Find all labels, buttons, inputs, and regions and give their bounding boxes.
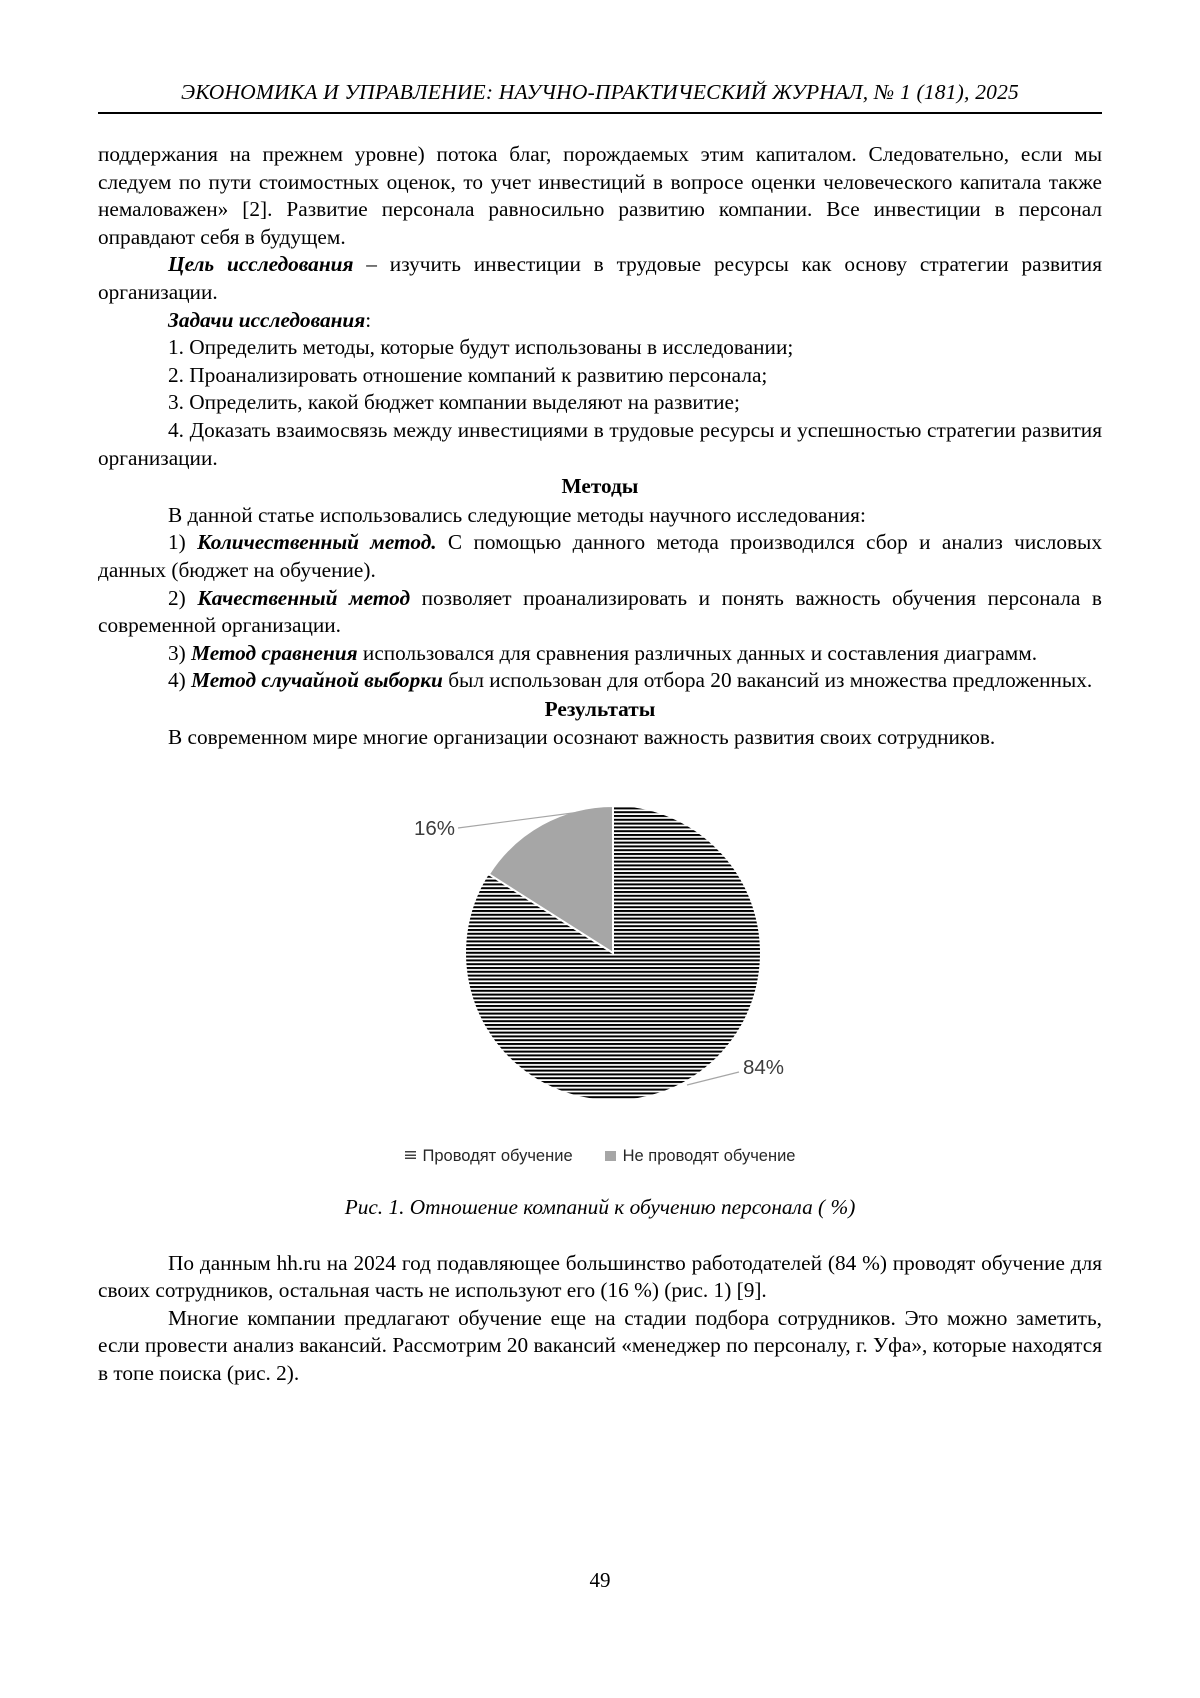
legend-item-no-training — [605, 1146, 796, 1166]
paragraph: Многие компании предлагают обучение еще на стадии подбора сотрудников. Это можно заметить, если провести анализ вакансий. Рассмотрим 20 вакансий «менеджер по персоналу, г. Уфа», которые находятся в топе поиска (рис. 2). — [98, 1305, 1102, 1386]
paragraph: 4. Доказать взаимосвязь между инвестициями в трудовые ресурсы и успешностью стратегии развития организации. — [98, 417, 1102, 470]
striped-swatch-icon — [405, 1151, 416, 1161]
paragraph: В данной статье использовались следующие методы научного исследования: — [168, 502, 866, 527]
section-heading: Результаты — [544, 696, 656, 721]
gray-swatch-icon — [605, 1151, 616, 1161]
figure-caption: Рис. 1. Отношение компаний к обучению персонала ( %) — [344, 1195, 856, 1220]
paragraph: 1) Количественный метод. С помощью данного метода производился сбор и анализ числовых данных (бюджет на обучение). — [98, 530, 1102, 582]
paragraph: Задачи исследования: — [168, 307, 372, 332]
article-blocks-after — [98, 1250, 1102, 1388]
pie-label-84: 84% — [743, 1056, 785, 1080]
paragraph: 1. Определить методы, которые будут использованы в исследовании; — [168, 335, 794, 360]
paragraph: 3) Метод сравнения использовался для сравнения различных данных и составления диаграмм. — [168, 640, 1038, 665]
header-rule — [98, 112, 1102, 114]
figure-1 — [98, 796, 1102, 1222]
page-number: 49 — [589, 1568, 611, 1592]
legend-label: Проводят обучение — [422, 1147, 573, 1166]
paragraph: По данным hh.ru на 2024 год подавляющее большинство работодателей (84 %) проводят обучение для своих сотрудников, остальная часть не используют его (16 %) (рис. 1) [9]. — [98, 1250, 1102, 1303]
journal-header: ЭКОНОМИКА И УПРАВЛЕНИЕ: НАУЧНО-ПРАКТИЧЕСКИЙ ЖУРНАЛ, № 1 (181), 2025 — [180, 80, 1019, 104]
paragraph: 3. Определить, какой бюджет компании выделяют на развитие; — [168, 390, 740, 415]
paragraph: поддержания на прежнем уровне) потока благ, порождаемых этим капиталом. Следовательно, если мы следуем по пути стоимостных оценок, то учет инвестиций в вопросе оценки человеческого капитала также немаловажен» [2]. Развитие персонала равносильно развитию компании. Все инвестиции в персонал оправдают себя в будущем. — [98, 142, 1102, 249]
pie-label-16: 16% — [413, 817, 455, 841]
article-blocks-before — [98, 141, 1102, 752]
paragraph: 2. Проанализировать отношение компаний к развитию персонала; — [168, 362, 768, 387]
legend-label: Не проводят обучение — [622, 1147, 796, 1166]
article-body — [98, 141, 1102, 1388]
section-heading: Методы — [561, 474, 639, 499]
paragraph: В современном мире многие организации осознают важность развития своих сотрудников. — [168, 725, 996, 750]
legend-item-training — [405, 1146, 573, 1166]
chart-legend — [98, 1146, 1102, 1166]
pie-chart — [390, 796, 860, 1108]
paragraph: Цель исследования – изучить инвестиции в трудовые ресурсы как основу стратегии развития организации. — [98, 252, 1102, 304]
paragraph: 4) Метод случайной выборки был использован для отбора 20 вакансий из множества предложенных. — [168, 668, 1093, 693]
paragraph: 2) Качественный метод позволяет проанализировать и понять важность обучения персонала в современной организации. — [98, 585, 1102, 638]
